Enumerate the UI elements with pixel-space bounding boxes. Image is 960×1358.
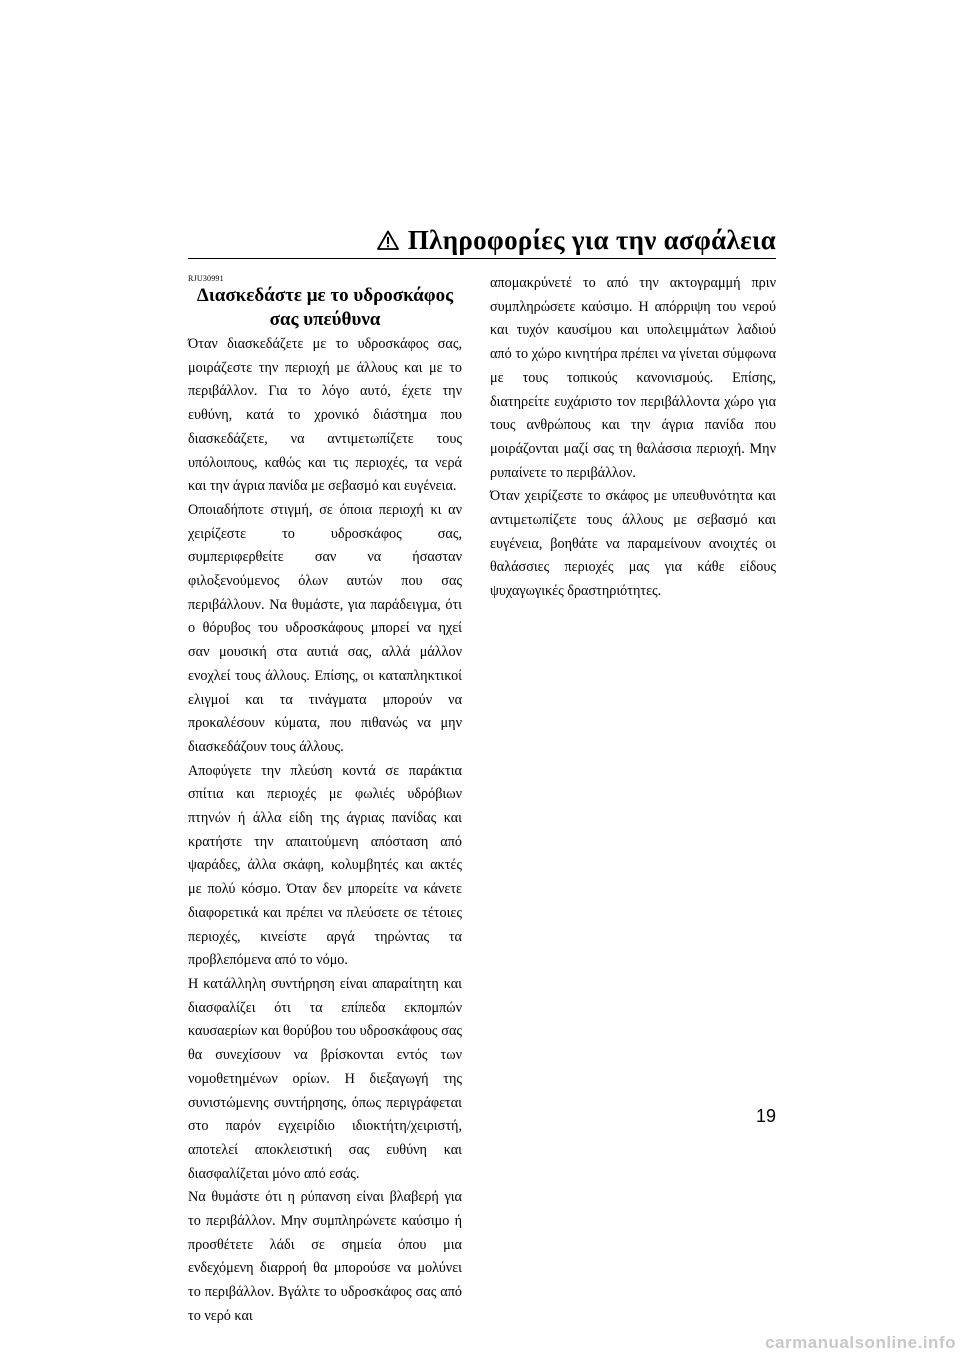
left-column bbox=[188, 274, 462, 1329]
paragraph: Να θυμάστε ότι η ρύπανση είναι βλαβερή για το περιβάλλον. Μην συμπληρώνετε καύσιμο ή προσθέτετε λάδι σε σημεία όπου μια ενδεχόμενη διαρροή θα μπορούσε να μολύνει το περιβάλλον. Βγάλτε το υδροσκάφος σας από το νερό και bbox=[188, 1189, 462, 1324]
right-column bbox=[490, 272, 776, 604]
paragraph: Οποιαδήποτε στιγμή, σε όποια περιοχή κι αν χειρίζεστε το υδροσκάφος σας, συμπεριφερθείτε σαν να ήσασταν φιλοξενούμενος όλων αυτών που σας περιβάλλουν. Να θυμάστε, για παράδειγμα, ότι ο θόρυβος του υδροσκάφους μπορεί να ηχεί σαν μουσική στα αυτιά σας, αλλά μάλλον ενοχλεί τους άλλους. Επίσης, οι καταπληκτικοί ελιγμοί και τα τινάγματα μπορούν να προκαλέσουν κύματα, που πιθανώς να μην διασκεδάζουν τους άλλους. bbox=[188, 501, 462, 755]
page-number: 19 bbox=[755, 1106, 776, 1126]
watermark: carmanualsonline.info bbox=[765, 1333, 956, 1352]
section-title-line1: Διασκεδάστε με το υδροσκάφος bbox=[196, 285, 454, 306]
section-title-line2: σας υπεύθυνα bbox=[269, 309, 381, 330]
header-title-group bbox=[377, 225, 776, 256]
warning-triangle-icon bbox=[377, 230, 399, 250]
paragraph: Όταν χειρίζεστε το σκάφος με υπευθυνότητα και αντιμετωπίζετε τους άλλους με σεβασμό και ευγένεια, βοηθάτε να παραμείνουν ανοιχτές οι θαλάσσιες περιοχές μας για κάθε είδους ψυχαγωγικές δραστηριότητες. bbox=[490, 488, 776, 600]
section-code: RJU30991 bbox=[188, 274, 224, 283]
page-header bbox=[188, 222, 776, 259]
header-title: Πληροφορίες για την ασφάλεια bbox=[407, 224, 776, 255]
paragraph: Αποφύγετε την πλεύση κοντά σε παράκτια σπίτια και περιοχές με φωλιές υδρόβιων πτηνών ή άλλα είδη της άγριας πανίδας και κρατήστε την απαιτούμενη απόσταση από ψαράδες, άλλα σκάφη, κολυμβητές και ακτές με πολύ κόσμο. Όταν δεν μπορείτε να κάνετε διαφορετικά και πρέπει να πλεύσετε σε τέτοιες περιοχές, κινείστε αργά τηρώντας τα προβλεπόμενα από το νόμο. bbox=[188, 762, 462, 969]
paragraph: Όταν διασκεδάζετε με το υδροσκάφος σας, μοιράζεστε την περιοχή με άλλους και με το περιβάλλον. Για το λόγο αυτό, έχετε την ευθύνη, κατά το χρονικό διάστημα που διασκεδάζετε, να αντιμετωπίζετε τους υπόλοιπους, καθώς και τις περιοχές, τα νερά και την άγρια πανίδα με σεβασμό και ευγένεια. bbox=[188, 336, 462, 495]
paragraph: απομακρύνετέ το από την ακτογραμμή πριν συμπληρώσετε καύσιμο. Η απόρριψη του νερού και τυχόν καυσίμου και υπολειμμάτων λαδιού από το χώρο κινητήρα πρέπει να γίνεται σύμφωνα με τους τοπικούς κανονισμούς. Επίσης, διατηρείτε ευχάριστο τον περιβάλλοντα χώρο για τους ανθρώπους και την άγρια πανίδα που μοιράζονται μαζί σας τη θαλάσσια περιοχή. Μην ρυπαίνετε το περιβάλλον. bbox=[490, 275, 776, 481]
paragraph: Η κατάλληλη συντήρηση είναι απαραίτητη και διασφαλίζει ότι τα επίπεδα εκπομπών καυσαερίων και θορύβου του υδροσκάφους σας θα συνεχίσουν να βρίσκονται εντός των νομοθετημένων ορίων. Η διεξαγωγή της συνιστώμενης συντήρησης, όπως περιγράφεται στο παρόν εγχειρίδιο ιδιοκτήτη/χειριστή, αποτελεί αποκλειστική σας ευθύνη και διασφαλίζεται μόνο από εσάς. bbox=[188, 975, 462, 1182]
section-title bbox=[188, 284, 462, 332]
